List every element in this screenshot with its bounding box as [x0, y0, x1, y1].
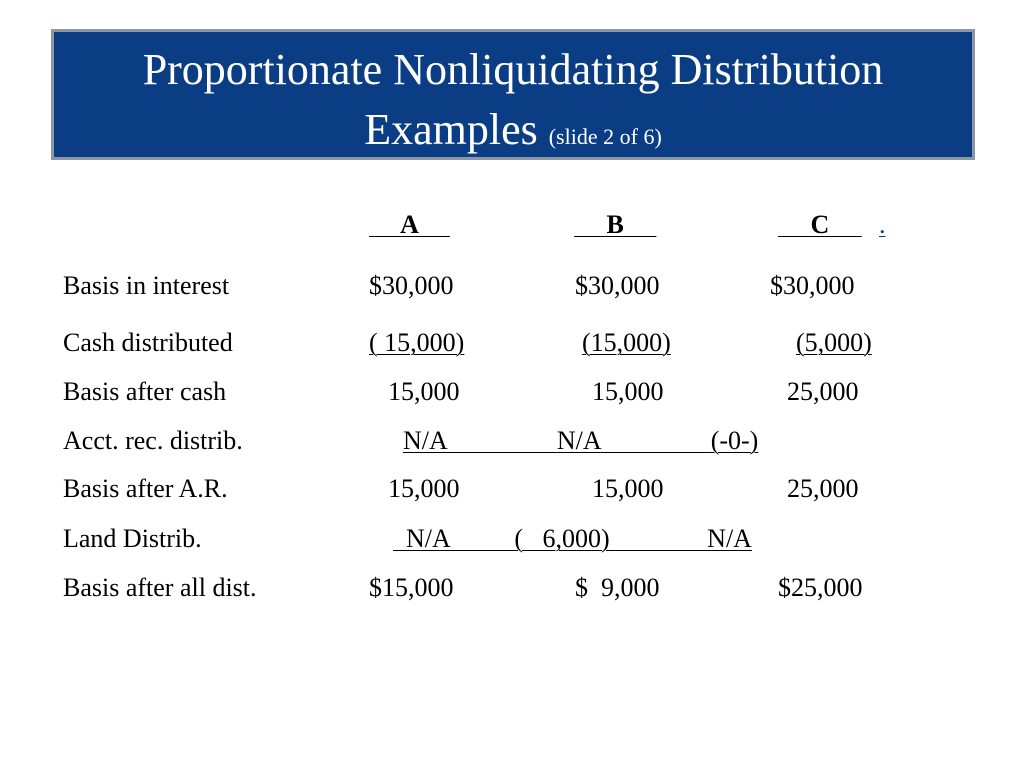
row-label-land-distrib: Land Distrib.: [63, 524, 202, 553]
cell-basis-after-all-dist-c: $25,000: [778, 573, 863, 602]
cell-land-distrib-c: N/A: [707, 524, 752, 553]
cell-land-distrib-b: ( 6,000): [514, 524, 610, 553]
cell-basis-after-cash-b: 15,000: [592, 377, 664, 406]
column-header-c: [778, 210, 862, 240]
cell-basis-after-cash-c: 25,000: [787, 377, 859, 406]
cell-basis-in-interest-c: $30,000: [770, 271, 855, 300]
cell-basis-after-cash-a: 15,000: [388, 377, 460, 406]
title-banner: [51, 29, 975, 160]
cell-basis-in-interest-a: $30,000: [369, 271, 454, 300]
row-label-basis-after-all-dist: Basis after all dist.: [63, 573, 257, 602]
cell-cash-distributed-a: ( 15,000): [369, 328, 465, 357]
cell-cash-distributed-c: (5,000): [796, 328, 872, 357]
column-header-c-label: C: [810, 210, 830, 239]
slide-title-line1: Proportionate Nonliquidating Distribution: [142, 45, 884, 94]
cell-basis-after-ar-a: 15,000: [388, 474, 460, 503]
row-label-cash-distributed: Cash distributed: [63, 328, 233, 357]
cell-basis-after-all-dist-a: $15,000: [369, 573, 454, 602]
row-label-basis-after-ar: Basis after A.R.: [63, 474, 228, 503]
column-header-b: [574, 210, 656, 240]
row-label-acct-rec-distrib: Acct. rec. distrib.: [63, 426, 243, 455]
land-distrib-values: [393, 524, 752, 554]
row-label-basis-after-cash: Basis after cash: [63, 377, 227, 406]
cell-basis-after-ar-c: 25,000: [787, 474, 859, 503]
slide-subtitle: (slide 2 of 6): [548, 124, 662, 149]
slide-title-line2-text: Examples: [364, 105, 538, 154]
cell-basis-in-interest-b: $30,000: [575, 271, 660, 300]
cell-basis-after-ar-b: 15,000: [592, 474, 664, 503]
cell-land-distrib-a: N/A: [406, 524, 450, 553]
cell-acct-rec-distrib-a: N/A: [403, 426, 447, 455]
cell-acct-rec-distrib-c: (-0-): [710, 426, 759, 455]
cell-cash-distributed-b: (15,000): [582, 328, 671, 357]
slide-title-line2: [54, 107, 972, 160]
column-header-a: [369, 210, 450, 240]
acct-rec-distrib-values: [403, 426, 758, 456]
cell-acct-rec-distrib-b: N/A: [556, 426, 601, 455]
column-header-c-dot: .: [879, 210, 886, 239]
column-header-b-label: B: [606, 210, 624, 239]
row-label-basis-in-interest: Basis in interest: [63, 271, 230, 300]
column-header-a-label: A: [400, 210, 418, 239]
cell-basis-after-all-dist-b: $ 9,000: [575, 573, 660, 602]
